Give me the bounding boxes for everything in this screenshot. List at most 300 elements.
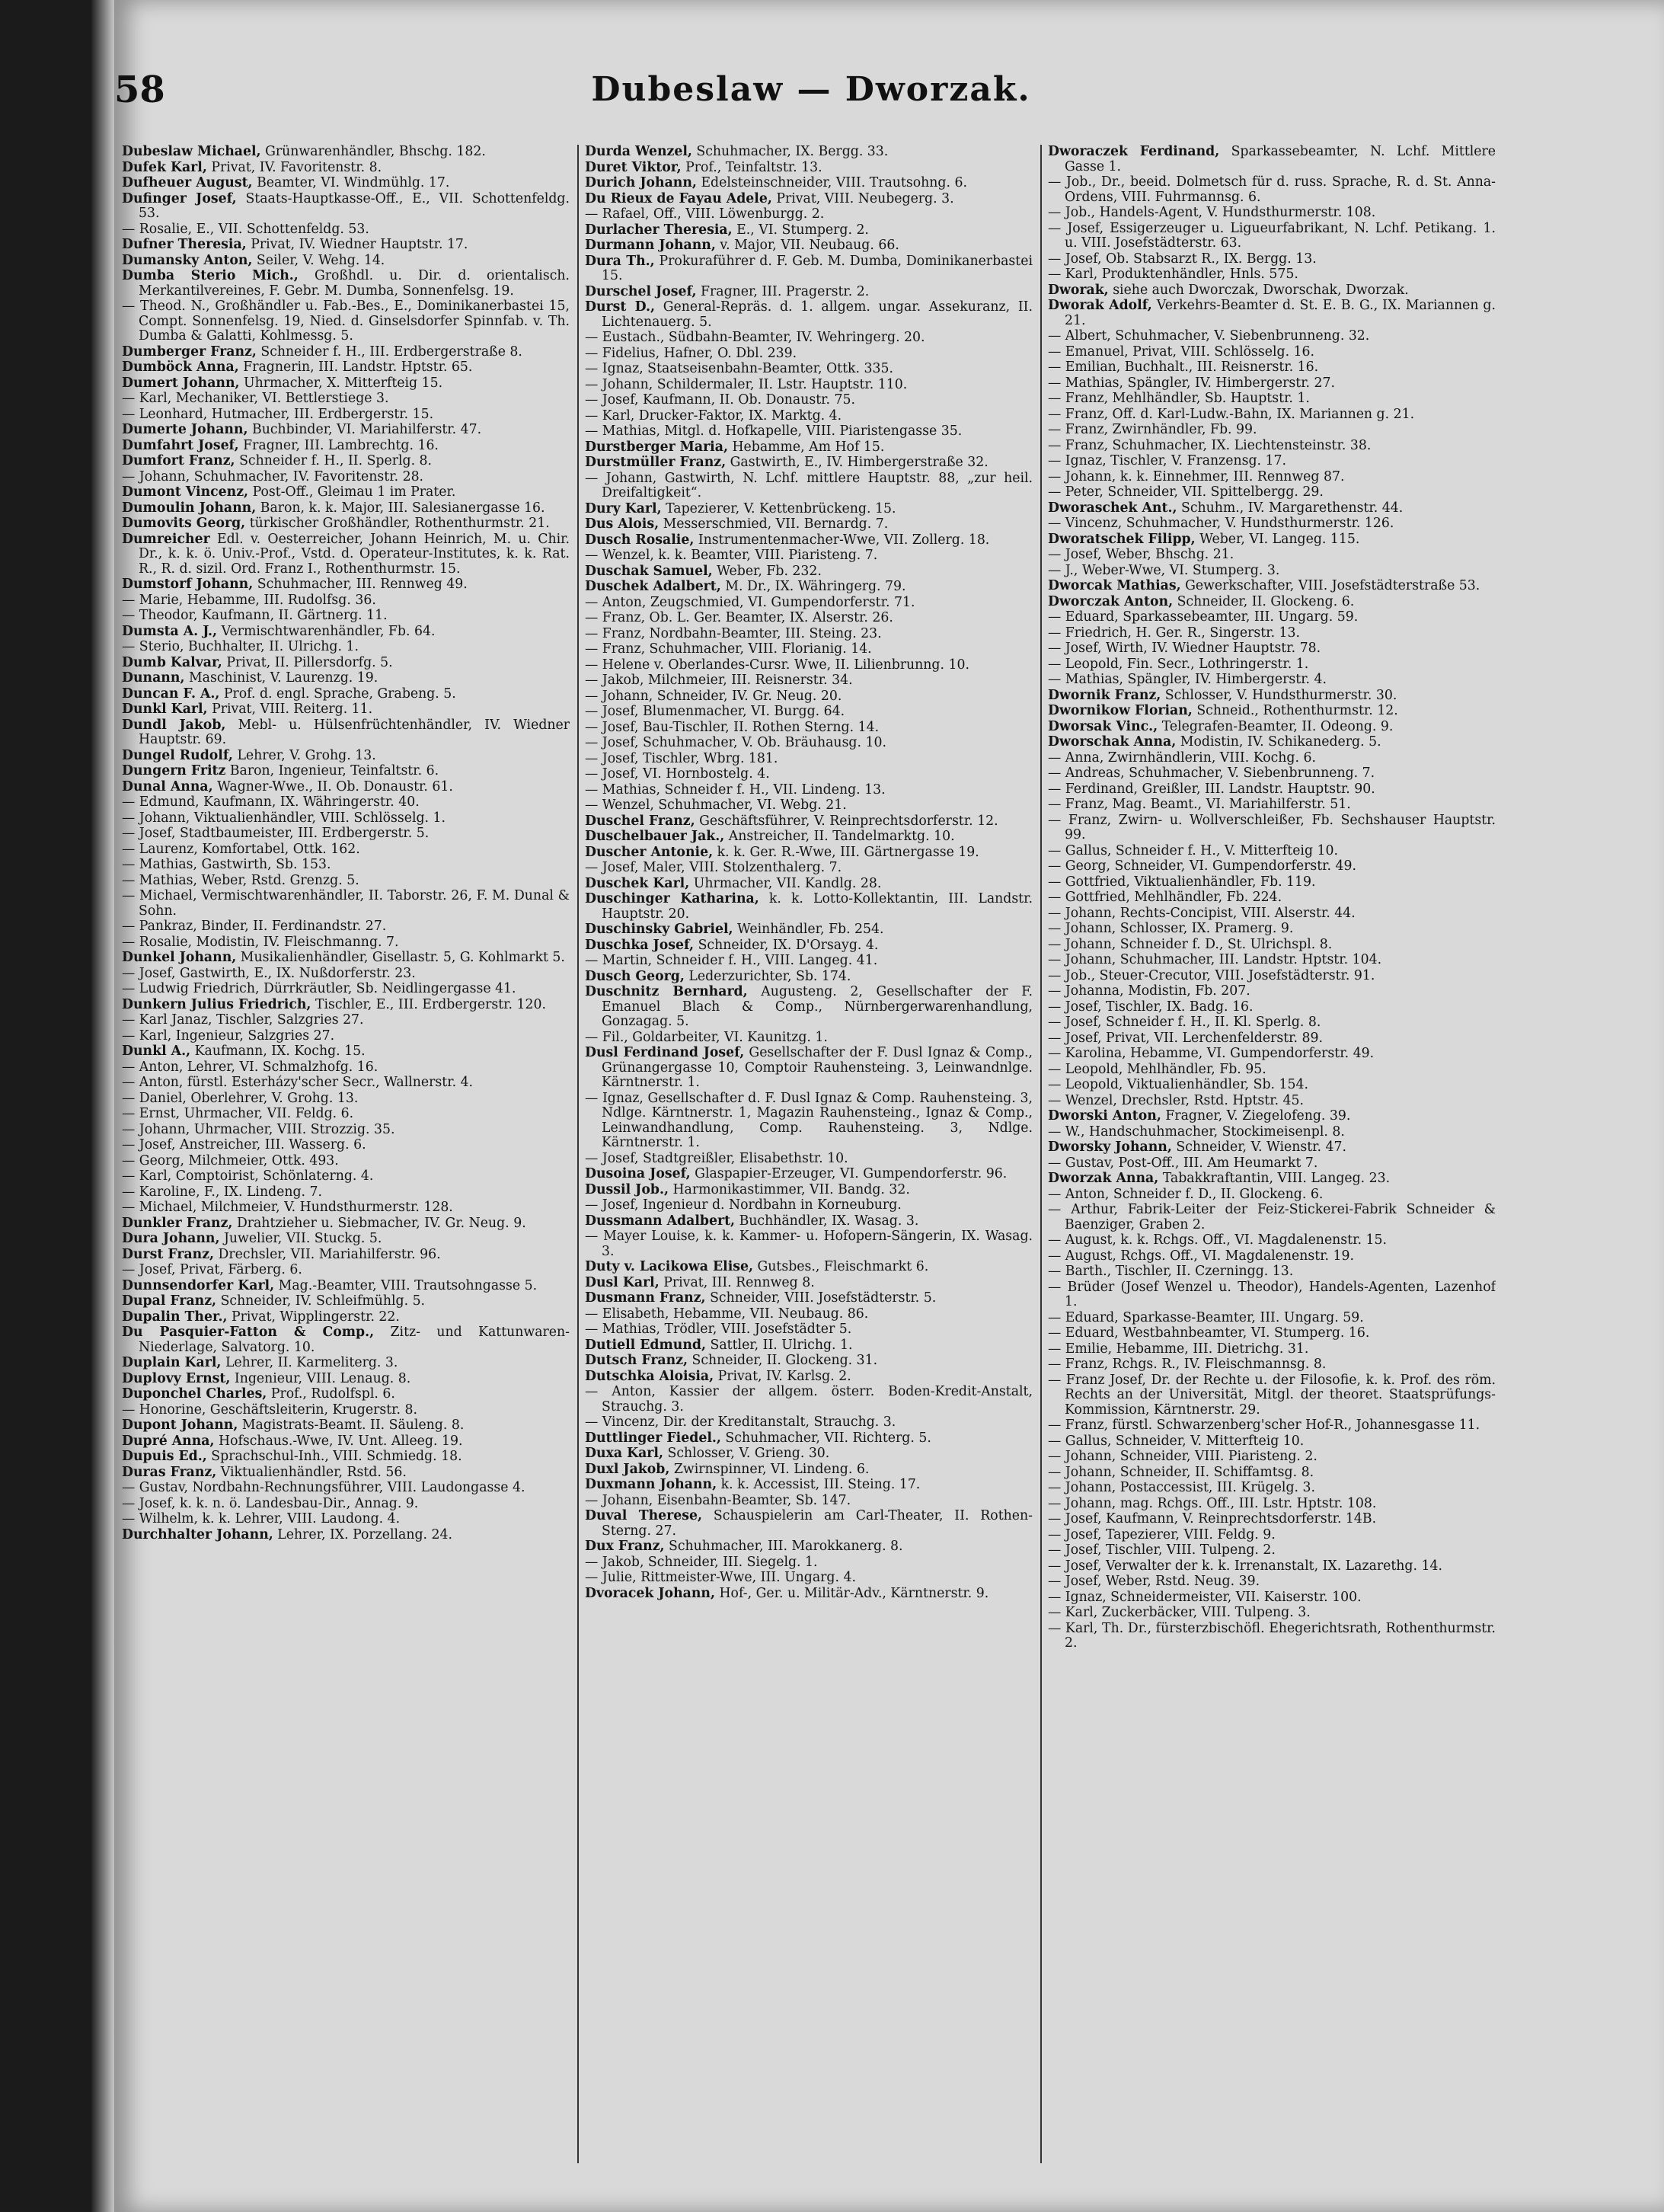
- entry-text: Lederzurichter, Sb. 174.: [688, 968, 851, 984]
- entry-text: Weinhändler, Fb. 254.: [737, 922, 884, 937]
- directory-entry: [1048, 720, 1496, 735]
- entry-name: Dusoina Josef,: [585, 1166, 691, 1181]
- entry-name: Dusch Rosalie,: [585, 532, 695, 548]
- directory-entry: [585, 689, 1033, 705]
- entry-text: Augusteng. 2, Gesellschafter der F. Emanuel Blach & Comp., Nürnbergerwarenhandlung, Gonzagag. 5.: [602, 984, 1033, 1029]
- entry-text: Juwelier, VII. Stuckg. 5.: [223, 1231, 382, 1246]
- directory-entry: [1048, 1481, 1496, 1496]
- directory-entry: [1048, 890, 1496, 906]
- entry-name: Dusl Ferdinand Josef,: [585, 1045, 745, 1060]
- directory-entry: [585, 892, 1033, 922]
- entry-text: — Emilie, Hebamme, III. Dietrichg. 31.: [1048, 1341, 1309, 1357]
- entry-text: — Eduard, Sparkassebeamter, III. Ungarg. 59.: [1048, 609, 1359, 625]
- entry-text: Edl. v. Oesterreicher, Johann Heinrich, M. u. Chir. Dr., k. k. ö. Univ.-Prof., Vstd. d. Operateur-Institutes, k. k. Rat. R., R. d. sizil. Ord. Franz I., Rothenthurmstr. 15.: [139, 531, 570, 577]
- page-header: [114, 69, 1508, 129]
- entry-name: Dumert Johann,: [122, 375, 240, 391]
- entry-text: Schuhm., IV. Margarethenstr. 44.: [1180, 500, 1404, 516]
- directory-entry: [1048, 1342, 1496, 1357]
- directory-entry: [585, 736, 1033, 751]
- entry-text: Schuhmacher, VII. Richterg. 5.: [725, 1430, 931, 1446]
- directory-entry: [585, 533, 1033, 548]
- directory-entry: [122, 532, 570, 577]
- directory-entry: [585, 1260, 1033, 1275]
- directory-entry: [1048, 1094, 1496, 1109]
- directory-entry: [585, 1214, 1033, 1229]
- entry-text: Uhrmacher, VII. Kandlg. 28.: [693, 875, 882, 891]
- directory-entry: [1048, 657, 1496, 673]
- directory-entry: [585, 1031, 1033, 1046]
- directory-entry: [585, 1092, 1033, 1151]
- directory-entry: [122, 1200, 570, 1216]
- entry-text: Schuhmacher, III. Rennweg 49.: [257, 577, 468, 592]
- directory-entry: [122, 1092, 570, 1107]
- entry-text: Buchhändler, IX. Wasag. 3.: [739, 1213, 919, 1229]
- entry-text: Modistin, IV. Schikanederg. 5.: [1180, 734, 1381, 750]
- directory-entry: [122, 238, 570, 253]
- entry-text: — Mathias, Mitgl. d. Hofkapelle, VIII. Piaristengasse 35.: [585, 424, 963, 439]
- directory-entry: [122, 1466, 570, 1481]
- entry-text: Harmonikastimmer, VII. Bandg. 32.: [672, 1181, 910, 1197]
- directory-entry: [585, 705, 1033, 720]
- entry-text: Baron, k. k. Major, III. Salesianergasse 16.: [260, 500, 545, 516]
- entry-text: Fragner, III. Lambrechtg. 16.: [243, 437, 439, 453]
- entry-text: — Mathias, Schneider f. H., VII. Lindeng. 13.: [585, 782, 886, 798]
- directory-entry: [122, 640, 570, 655]
- entry-name: Durstberger Maria,: [585, 439, 728, 455]
- entry-name: Dwornik Franz,: [1048, 687, 1161, 703]
- entry-text: Privat, II. Pillersdorfg. 5.: [226, 654, 393, 670]
- entry-text: General-Repräs. d. 1. allgem. ungar. Assekuranz, II. Lichtenauerg. 5.: [602, 299, 1033, 330]
- entry-text: — Theod. N., Großhändler u. Fab.-Bes., E., Dominikanerbastei 15, Compt. Sonnenfelsg. 19, Nied. d. Ginselsdorfer Spinnfab. v. Th. Dumba & Galatti, Kohlmessg. 5.: [122, 299, 570, 344]
- entry-text: — Fil., Goldarbeiter, VI. Kaunitzg. 1.: [585, 1029, 828, 1045]
- entry-name: Dury Karl,: [585, 500, 662, 516]
- entry-text: Zwirnspinner, VI. Lindeng. 6.: [673, 1461, 870, 1477]
- entry-text: — Johann, Schneider, II. Schiffamtsg. 8.: [1048, 1464, 1314, 1480]
- entry-text: — Johann, Schneider f. D., St. Ulrichspl. 8.: [1048, 936, 1333, 952]
- directory-entry: [1048, 1109, 1496, 1124]
- entry-text: — Pankraz, Binder, II. Ferdinandstr. 27.: [122, 919, 387, 934]
- directory-entry: [585, 564, 1033, 580]
- directory-entry: [122, 702, 570, 718]
- entry-text: Schlosser, V. Hundsthurmerstr. 30.: [1164, 687, 1397, 703]
- column-2: [585, 145, 1033, 2171]
- directory-entry: [585, 192, 1033, 207]
- directory-entry: [1048, 1373, 1496, 1418]
- directory-entry: [122, 1528, 570, 1543]
- directory-entry: [1048, 470, 1496, 485]
- entry-text: Instrumentenmacher-Wwe, VII. Zollerg. 18.: [698, 532, 990, 548]
- directory-entry: [585, 752, 1033, 767]
- entry-name: Duty v. Lacikowa Elise,: [585, 1259, 753, 1274]
- directory-entry: [1048, 175, 1496, 205]
- column-rule: [577, 145, 579, 2163]
- directory-entry: [1048, 345, 1496, 360]
- entry-text: — August, k. k. Rchgs. Off., VI. Magdalenenstr. 15.: [1048, 1232, 1387, 1248]
- entry-text: — Gallus, Schneider f. H., V. Mitterfteig 10.: [1048, 842, 1338, 858]
- entry-name: Dunnsendorfer Karl,: [122, 1277, 275, 1293]
- entry-name: Durschel Josef,: [585, 283, 697, 299]
- directory-entry: [122, 145, 570, 160]
- directory-entry: [122, 1044, 570, 1060]
- entry-name: Dundl Jakob,: [122, 717, 226, 733]
- directory-entry: [1048, 1450, 1496, 1465]
- entry-name: Dupuis Ed.,: [122, 1449, 207, 1464]
- directory-entry: [122, 795, 570, 810]
- entry-text: — Josef, Gastwirth, E., IX. Nußdorferstr. 23.: [122, 965, 416, 981]
- entry-name: Dupal Franz,: [122, 1293, 217, 1309]
- directory-entry: [585, 1385, 1033, 1414]
- directory-entry: [122, 392, 570, 407]
- directory-entry: [1048, 1622, 1496, 1651]
- entry-name: Dux Franz,: [585, 1539, 665, 1554]
- entry-name: Duschak Samuel,: [585, 563, 713, 579]
- directory-entry: [122, 1263, 570, 1278]
- directory-entry: [122, 192, 570, 222]
- entry-name: Dwornikow Florian,: [1048, 703, 1193, 718]
- entry-text: — Marie, Hebamme, III. Rudolfsg. 36.: [122, 592, 376, 608]
- entry-text: Privat, IV. Karlsg. 2.: [717, 1368, 851, 1384]
- entry-text: k. k. Lotto-Kollektantin, III. Landstr. Hauptstr. 20.: [602, 891, 1033, 922]
- entry-text: — Mayer Louise, k. k. Kammer- u. Hofopern-Sängerin, IX. Wasag. 3.: [585, 1229, 1033, 1259]
- entry-name: Dumsta A. J.,: [122, 623, 218, 639]
- directory-entry: [122, 718, 570, 748]
- entry-name: Dworsak Vinc.,: [1048, 718, 1158, 734]
- entry-text: — Rafael, Off., VIII. Löwenburgg. 2.: [585, 206, 825, 222]
- entry-name: Dunkl A.,: [122, 1044, 191, 1059]
- directory-entry: [1048, 735, 1496, 750]
- directory-entry: [1048, 299, 1496, 328]
- entry-text: — Vincenz, Dir. der Kreditanstalt, Strauchg. 3.: [585, 1414, 896, 1430]
- entry-text: — Emilian, Buchhalt., III. Reisnerstr. 16.: [1048, 360, 1319, 375]
- entry-name: Dupré Anna,: [122, 1433, 215, 1449]
- entry-text: Mebl- u. Hülsenfrüchtenhändler, IV. Wiedner Hauptstr. 69.: [139, 717, 570, 747]
- directory-entry: [585, 721, 1033, 736]
- directory-entry: [585, 1046, 1033, 1091]
- directory-entry: [122, 1013, 570, 1028]
- entry-text: Sparkassebeamter, N. Lchf. Mittlere Gasse 1.: [1065, 145, 1496, 174]
- directory-entry: [122, 1434, 570, 1450]
- directory-entry: [1048, 798, 1496, 813]
- entry-text: — Rosalie, Modistin, IV. Fleischmanng. 7.: [122, 934, 399, 950]
- entry-text: Lehrer, V. Grohg. 13.: [237, 747, 376, 763]
- directory-entry: [1048, 922, 1496, 937]
- entry-name: Dumberger Franz,: [122, 344, 257, 360]
- entry-text: — Ignaz, Tischler, V. Franzensg. 17.: [1048, 453, 1287, 468]
- directory-entry: [1048, 782, 1496, 798]
- entry-name: Duplovy Ernst,: [122, 1370, 231, 1386]
- entry-text: Edelsteinschneider, VIII. Trautsohng. 6.: [701, 175, 967, 190]
- entry-text: — Michael, Milchmeier, V. Hundsthurmerstr. 128.: [122, 1200, 453, 1215]
- entry-text: — Josef, Blumenmacher, VI. Burgg. 64.: [585, 704, 845, 719]
- entry-name: Dutschka Aloisia,: [585, 1368, 714, 1384]
- entry-text: — Karl, Th. Dr., fürsterzbischöfl. Ehegerichtsrath, Rothenthurmstr. 2.: [1048, 1620, 1496, 1651]
- entry-text: — Mathias, Spängler, IV. Himbergerstr. 4.: [1048, 672, 1327, 687]
- directory-entry: [122, 1497, 570, 1512]
- entry-text: — Josef, Essigerzeuger u. Ligueurfabrikant, N. Lchf. Petikang. 1. u. VIII. Josefstädterstr. 63.: [1048, 220, 1496, 251]
- entry-name: Durst Franz,: [122, 1246, 215, 1262]
- entry-text: Schauspielerin am Carl-Theater, II. Rothen-Sterng. 27.: [602, 1508, 1033, 1539]
- entry-name: Dus Alois,: [585, 516, 660, 532]
- entry-text: Seiler, V. Wehg. 14.: [256, 252, 385, 268]
- entry-text: — Ernst, Uhrmacher, VII. Feldg. 6.: [122, 1106, 354, 1121]
- entry-text: — Wilhelm, k. k. Lehrer, VIII. Laudong. 4.: [122, 1511, 401, 1526]
- entry-text: Prof. d. engl. Sprache, Grabeng. 5.: [223, 686, 456, 702]
- directory-entry: [122, 874, 570, 889]
- entry-text: — Josef, Anstreicher, III. Wasserg. 6.: [122, 1137, 366, 1152]
- directory-entry: [585, 580, 1033, 595]
- entry-name: Dunann,: [122, 670, 185, 686]
- entry-name: Dumfort Franz,: [122, 453, 235, 468]
- entry-name: Dufheuer August,: [122, 175, 253, 190]
- directory-entry: [585, 254, 1033, 284]
- directory-entry: [585, 798, 1033, 814]
- entry-text: Sattler, II. Ulrichg. 1.: [710, 1337, 853, 1353]
- entry-text: Uhrmacher, X. Mitterfteig 15.: [244, 375, 443, 391]
- entry-name: Dunkern Julius Friedrich,: [122, 996, 311, 1012]
- entry-text: Viktualienhändler, Rstd. 56.: [220, 1464, 407, 1480]
- entry-name: Durmann Johann,: [585, 238, 716, 253]
- entry-text: — Wenzel, Drechsler, Rstd. Hptstr. 45.: [1048, 1092, 1305, 1108]
- entry-text: — Josef, Ob. Stabsarzt R., IX. Bergg. 13.: [1048, 251, 1317, 267]
- directory-entry: [122, 1372, 570, 1387]
- directory-entry: [1048, 454, 1496, 469]
- directory-entry: [122, 1138, 570, 1153]
- directory-entry: [585, 1322, 1033, 1338]
- directory-entry: [1048, 1357, 1496, 1373]
- entry-name: Dworski Anton,: [1048, 1108, 1161, 1124]
- entry-name: Dussmann Adalbert,: [585, 1213, 736, 1229]
- entry-name: Dumerte Johann,: [122, 422, 248, 437]
- directory-entry: [1048, 938, 1496, 953]
- entry-text: — Job., Handels-Agent, V. Hundsthurmerstr. 108.: [1048, 205, 1376, 220]
- directory-entry: [1048, 1606, 1496, 1621]
- directory-entry: [1048, 1512, 1496, 1527]
- entry-text: — Mathias, Weber, Rstd. Grenzg. 5.: [122, 872, 359, 888]
- directory-entry: [1048, 689, 1496, 704]
- entry-text: — W., Handschuhmacher, Stockimeisenpl. 8.: [1048, 1124, 1345, 1140]
- directory-entry: [585, 1571, 1033, 1586]
- directory-entry: [1048, 906, 1496, 922]
- entry-text: Schneider f. H., II. Sperlg. 8.: [239, 453, 433, 468]
- entry-text: — Gottfried, Mehlhändler, Fb. 224.: [1048, 890, 1282, 905]
- entry-text: — Job., Dr., beeid. Dolmetsch für d. russ. Sprache, R. d. St. Anna-Ordens, VIII. Fuhrmannsg. 6.: [1048, 174, 1496, 205]
- directory-entry: [1048, 1280, 1496, 1310]
- directory-entry: [585, 300, 1033, 330]
- entry-name: Dumont Vincenz,: [122, 484, 249, 500]
- entry-name: Duret Viktor,: [585, 159, 682, 175]
- entry-name: Dufek Karl,: [122, 159, 207, 175]
- entry-text: Geschäftsführer, V. Reinprechtsdorferstr. 12.: [699, 813, 998, 829]
- entry-text: Tapezierer, V. Kettenbrückeng. 15.: [666, 500, 896, 516]
- entry-text: — Josef, Weber, Rstd. Neug. 39.: [1048, 1574, 1260, 1589]
- directory-entry: [1048, 1311, 1496, 1326]
- entry-name: Du Rieux de Fayau Adele,: [585, 190, 772, 206]
- directory-entry: [585, 161, 1033, 176]
- directory-entry: [122, 1029, 570, 1044]
- directory-entry: [1048, 641, 1496, 657]
- directory-entry: [122, 826, 570, 842]
- entry-name: Duschnitz Bernhard,: [585, 984, 748, 999]
- entry-text: Buchbinder, VI. Mariahilferstr. 47.: [252, 422, 482, 437]
- entry-text: Drechsler, VII. Mariahilferstr. 96.: [218, 1246, 441, 1262]
- entry-text: — Honorine, Geschäftsleiterin, Krugerstr. 8.: [122, 1402, 417, 1418]
- entry-text: — Johann, Uhrmacher, VIII. Strozzig. 35.: [122, 1121, 395, 1137]
- directory-entry: [1048, 564, 1496, 579]
- directory-entry: [122, 470, 570, 485]
- directory-entry: [1048, 439, 1496, 454]
- entry-text: — Fidelius, Hafner, O. Dbl. 239.: [585, 345, 797, 361]
- directory-entry: [585, 985, 1033, 1030]
- directory-entry: [585, 1354, 1033, 1369]
- entry-text: — Gustav, Post-Off., III. Am Heumarkt 7.: [1048, 1155, 1318, 1171]
- directory-entry: [122, 1154, 570, 1169]
- entry-text: — Karl, Mechaniker, VI. Bettlerstiege 3.: [122, 391, 389, 406]
- entry-text: — Brüder (Josef Wenzel u. Theodor), Handels-Agenten, Lazenhof 1.: [1048, 1279, 1496, 1309]
- entry-text: Tischler, E., III. Erdbergerstr. 120.: [315, 996, 547, 1012]
- entry-text: Schuhmacher, III. Marokkanerg. 8.: [669, 1539, 903, 1554]
- entry-name: Dworczak Anton,: [1048, 593, 1174, 609]
- entry-text: Schneider, IV. Schleifmühlg. 5.: [220, 1293, 426, 1309]
- entry-name: Duncan F. A.,: [122, 686, 220, 702]
- directory-entry: [122, 764, 570, 779]
- directory-entry: [585, 1587, 1033, 1602]
- entry-text: — Johann, Schneider, VIII. Piaristeng. 2.: [1048, 1449, 1317, 1464]
- entry-text: Staats-Hauptkasse-Off., E., VII. Schottenfeldg. 53.: [139, 190, 570, 221]
- entry-text: — Josef, Weber, Bhschg. 21.: [1048, 547, 1234, 562]
- entry-text: — Theodor, Kaufmann, II. Gärtnerg. 11.: [122, 608, 388, 623]
- directory-entry: [1048, 206, 1496, 221]
- entry-name: Durchhalter Johann,: [122, 1526, 273, 1542]
- entry-text: Tabakkraftantin, VIII. Langeg. 23.: [1162, 1171, 1391, 1186]
- entry-text: — Karl, Drucker-Faktor, IX. Marktg. 4.: [585, 408, 842, 424]
- directory-entry: [1048, 1031, 1496, 1047]
- directory-entry: [585, 1431, 1033, 1446]
- entry-name: Dumoulin Johann,: [122, 500, 257, 516]
- entry-text: — Georg, Schneider, VI. Gumpendorferstr. 49.: [1048, 858, 1356, 874]
- entry-text: — Franz, Zwirnhändler, Fb. 99.: [1048, 422, 1257, 437]
- entry-text: M. Dr., IX. Währingerg. 79.: [725, 579, 906, 594]
- entry-text: — Josef, Maler, VIII. Stolzenthalerg. 7.: [585, 860, 842, 875]
- entry-text: — Ferdinand, Greißler, III. Landstr. Hauptstr. 90.: [1048, 781, 1375, 797]
- directory-entry: [585, 1276, 1033, 1291]
- directory-entry: [585, 176, 1033, 191]
- entry-text: — Franz, Off. d. Karl-Ludw.-Bahn, IX. Mariannen g. 21.: [1048, 406, 1415, 422]
- entry-text: Prof., Rudolfspl. 6.: [270, 1386, 395, 1402]
- entry-name: Dungel Rudolf,: [122, 747, 233, 763]
- entry-text: Messerschmied, VII. Bernardg. 7.: [663, 516, 889, 532]
- entry-text: — Eduard, Westbahnbeamter, VI. Stumperg. 16.: [1048, 1325, 1370, 1341]
- directory-entry: [122, 625, 570, 640]
- directory-entry: [1048, 392, 1496, 407]
- entry-name: Duras Franz,: [122, 1464, 217, 1480]
- entry-name: Dungern Fritz: [122, 763, 226, 778]
- directory-entry: [1048, 1063, 1496, 1078]
- entry-name: Dusl Karl,: [585, 1274, 660, 1290]
- entry-text: — Gottfried, Viktualienhändler, Fb. 119.: [1048, 874, 1316, 890]
- directory-entry: [1048, 626, 1496, 641]
- directory-entry: [122, 577, 570, 593]
- entry-text: — Gustav, Nordbahn-Rechnungsführer, VIII. Laudongasse 4.: [122, 1480, 525, 1495]
- directory-entry: [122, 982, 570, 997]
- directory-entry: [122, 360, 570, 376]
- entry-text: — Josef, Kaufmann, V. Reinprechtsdorferstr. 14B.: [1048, 1511, 1377, 1526]
- entry-text: — Eduard, Sparkasse-Beamter, III. Ungarg. 59.: [1048, 1309, 1364, 1325]
- directory-entry: [122, 1403, 570, 1418]
- entry-text: Schneider, II. Glockeng. 6.: [1177, 593, 1355, 609]
- directory-entry: [1048, 1418, 1496, 1434]
- directory-entry: [122, 858, 570, 873]
- entry-text: — Josef, Kaufmann, II. Ob. Donaustr. 75.: [585, 392, 855, 408]
- directory-entry: [1048, 875, 1496, 890]
- directory-entry: [585, 596, 1033, 611]
- entry-text: — Josef, Ingenieur d. Nordbahn in Korneuburg.: [585, 1197, 902, 1213]
- directory-entry: [585, 627, 1033, 642]
- entry-name: Dumansky Anton,: [122, 252, 253, 268]
- entry-text: Privat, Wipplingerstr. 22.: [232, 1309, 400, 1325]
- entry-name: Duplain Karl,: [122, 1355, 222, 1370]
- directory-entry: [1048, 376, 1496, 392]
- entry-text: Telegrafen-Beamter, II. Odeong. 9.: [1161, 718, 1394, 734]
- directory-entry: [122, 811, 570, 826]
- entry-name: Dumreicher: [122, 531, 210, 547]
- column-rule: [1040, 145, 1042, 2163]
- entry-name: Duschel Franz,: [585, 813, 695, 829]
- directory-entry: [1048, 532, 1496, 548]
- entry-name: Durstmüller Franz,: [585, 455, 727, 470]
- entry-text: Lehrer, IX. Porzellang. 24.: [277, 1526, 453, 1542]
- entry-text: — Sterio, Buchhalter, II. Ulrichg. 1.: [122, 639, 359, 654]
- directory-entry: [1048, 1543, 1496, 1558]
- entry-name: Dworzak Anna,: [1048, 1171, 1159, 1186]
- directory-entry: [585, 424, 1033, 440]
- entry-name: Dvoracek Johann,: [585, 1585, 715, 1601]
- entry-text: — Franz, Mag. Beamt., VI. Mariahilferstr. 51.: [1048, 797, 1351, 812]
- entry-text: — Josef, VI. Hornbostelg. 4.: [585, 766, 770, 782]
- entry-text: Fragner, V. Ziegelofeng. 39.: [1165, 1108, 1351, 1124]
- entry-name: Duschek Karl,: [585, 875, 690, 891]
- entry-text: — Franz, Schuhmacher, IX. Liechtensteinstr. 38.: [1048, 437, 1372, 453]
- entry-name: Dunkler Franz,: [122, 1215, 233, 1231]
- directory-entry: [1048, 984, 1496, 999]
- entry-text: Privat, VIII. Reiterg. 11.: [212, 702, 373, 717]
- directory-entry: [122, 1418, 570, 1434]
- directory-entry: [585, 471, 1033, 501]
- directory-entry: [122, 423, 570, 438]
- entry-text: — Johann, Rechts-Concipist, VIII. Alserstr. 44.: [1048, 905, 1356, 921]
- entry-name: Durich Johann,: [585, 175, 697, 190]
- directory-entry: [585, 877, 1033, 892]
- entry-text: — Emanuel, Privat, VIII. Schlösselg. 16.: [1048, 344, 1315, 360]
- directory-entry: [1048, 1125, 1496, 1140]
- directory-entry: [1048, 844, 1496, 859]
- directory-entry: [585, 642, 1033, 657]
- entry-name: Dunkl Karl,: [122, 702, 208, 717]
- directory-entry: [585, 145, 1033, 160]
- directory-entry: [585, 673, 1033, 689]
- directory-entry: [122, 1107, 570, 1122]
- directory-entry: [1048, 1559, 1496, 1574]
- entry-text: — Johann, Postaccessist, III. Krügelg. 3.: [1048, 1480, 1315, 1495]
- entry-text: — Edmund, Kaufmann, IX. Währingerstr. 40.: [122, 794, 420, 810]
- entry-text: Vermischtwarenhändler, Fb. 64.: [221, 623, 436, 639]
- entry-text: — Franz, Mehlhändler, Sb. Hauptstr. 1.: [1048, 391, 1310, 406]
- entry-text: Glaspapier-Erzeuger, VI. Gumpendorferstr. 96.: [695, 1166, 1008, 1181]
- directory-entry: [122, 1232, 570, 1247]
- directory-entry: [585, 1198, 1033, 1213]
- directory-entry: [585, 223, 1033, 238]
- entry-text: Hebamme, Am Hof 15.: [732, 439, 885, 455]
- directory-entry: [122, 919, 570, 935]
